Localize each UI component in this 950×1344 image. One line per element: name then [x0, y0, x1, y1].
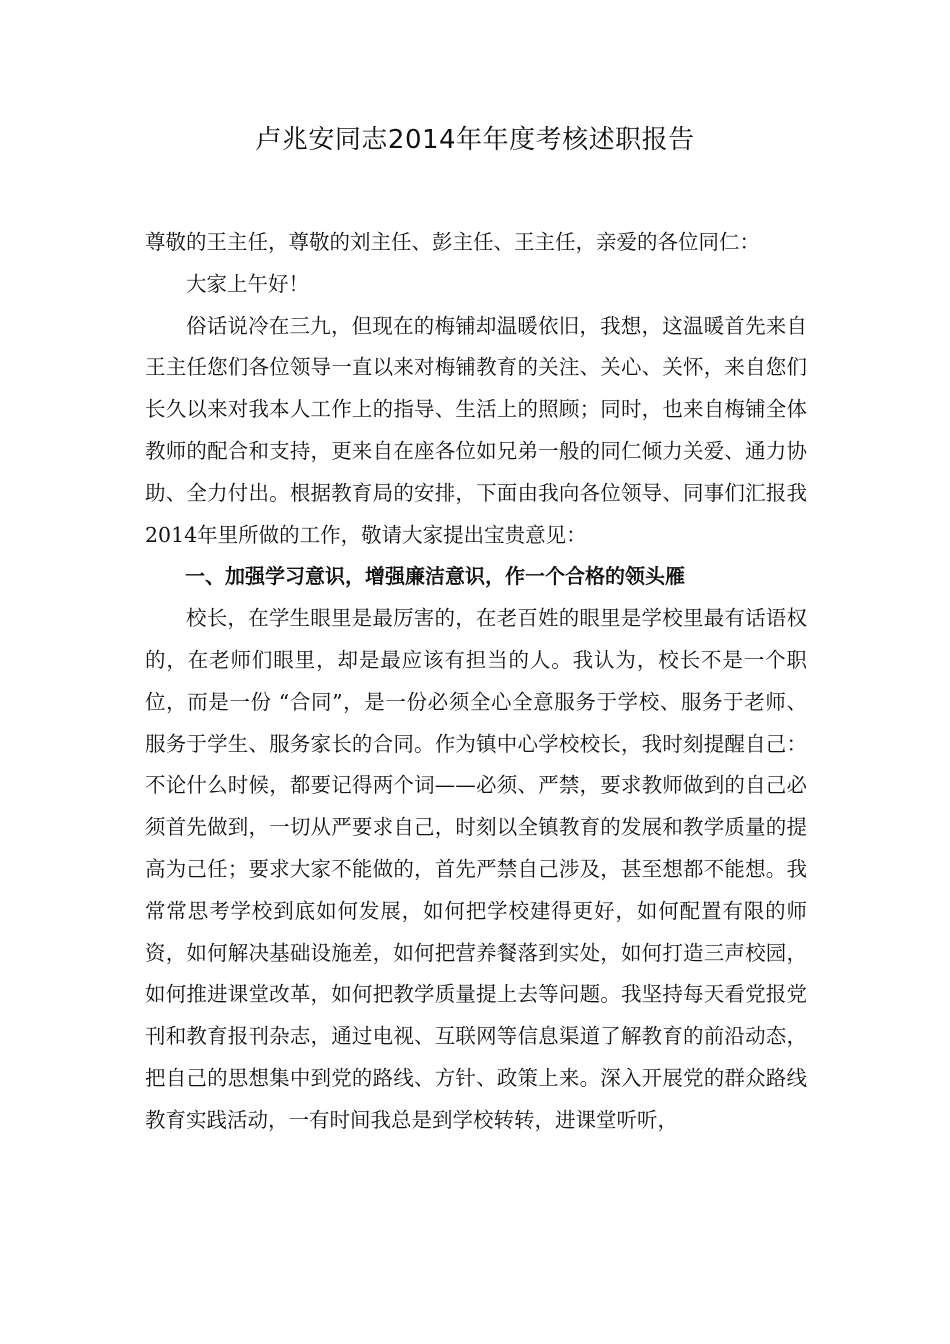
salutation-paragraph: 尊敬的王主任，尊敬的刘主任、彭主任、王主任，亲爱的各位同仁：	[145, 230, 760, 254]
intro-paragraph: 俗话说冷在三九，但现在的梅铺却温暖依旧，我想，这温暖首先来自王主任您们各位领导一直以来对梅铺教育的关注、关心、关怀，来自您们长久以来对我本人工作上的指导、生活上的照顾；同时，也来自梅铺全体教师的配合和支持，更来自在座各位如兄弟一般的同仁倾力关爱、通力协助、全力付出。根据教育局的安排，下面由我向各位领导、同事们汇报我2014年里所做的工作，敬请大家提出宝贵意见：	[145, 313, 807, 547]
greeting-paragraph: 大家上午好！	[186, 271, 309, 296]
section-body-paragraph: 校长，在学生眼里是最厉害的，在老百姓的眼里是学校里最有话语权的，在老师们眼里，却是最应该有担当的人。我认为，校长不是一个职位，而是一份 “合同”，是一份必须全心全意服务于学校、服务于老师、服务于学生、服务家长的合同。作为镇中心学校校长，我时刻提醒自己：不论什么时候，都要记得两个词——必须、严禁，要求教师做到的自己必须首先做到，一切从严要求自己，时刻以全镇教育的发展和教学质量的提高为己任；要求大家不能做的，首先严禁自己涉及，甚至想都不能想。我常常思考学校到底如何发展，如何把学校建得更好，如何配置有限的师资，如何解决基础设施差，如何把营养餐落到实处，如何打造三声校园，如何推进课堂改革，如何把教学质量提上去等问题。我坚持每天看党报党刊和教育报刊杂志，通过电视、互联网等信息渠道了解教育的前沿动态，把自己的思想集中到党的路线、方针、政策上来。深入开展党的群众路线教育实践活动，一有时间我总是到学校转转，进课堂听听，	[145, 606, 807, 1132]
document-body	[145, 222, 807, 1142]
section-heading: 一、加强学习意识，增强廉洁意识，作一个合格的领头雁	[185, 564, 685, 589]
document-title: 卢兆安同志2014年年度考核述职报告	[255, 125, 695, 155]
